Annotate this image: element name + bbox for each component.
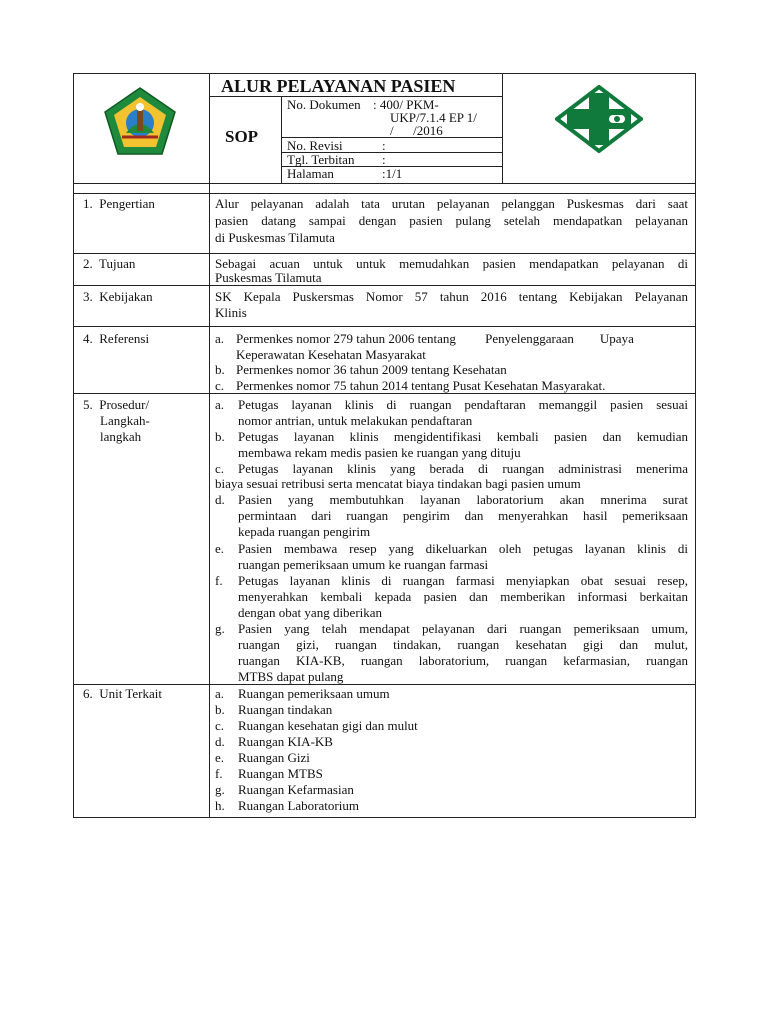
- pengertian-line: pasien datang sampai dengan pasien pulang setelah mendapatkan pelayanan: [215, 213, 688, 228]
- prosedur-line: dengan obat yang diberikan: [238, 605, 383, 620]
- prosedur-line: ruangan gizi, ruangan tindakan, ruangan kesehatan gigi dan mulut,: [238, 637, 688, 652]
- prosedur-line: Pasien yang membutuhkan layanan laboratorium akan mnerima surat: [238, 492, 688, 507]
- unit-marker: g.: [215, 782, 225, 797]
- prosedur-line: membawa rekam medis pasien ke ruangan yang dituju: [238, 445, 521, 460]
- prosedur-line: Pasien yang telah mendapat pelayanan dari ruangan pemeriksaan umum,: [238, 621, 688, 636]
- referensi-line: Keperawatan Kesehatan Masyarakat: [236, 347, 426, 362]
- header-top-border: [73, 73, 696, 74]
- unit-item: Ruangan kesehatan gigi dan mulut: [238, 718, 418, 733]
- row-divider-1: [73, 253, 696, 254]
- kebijakan-label: 3. Kebijakan: [83, 289, 153, 304]
- prosedur-line: Petugas layanan klinis mengidentifikasi kembali pasien dan kemudian: [238, 429, 688, 444]
- no-dokumen-value: : 400/ PKM-: [373, 97, 439, 112]
- tujuan-line: Puskesmas Tilamuta: [215, 270, 322, 285]
- tgl-terbitan-label: Tgl. Terbitan: [287, 152, 355, 167]
- kebijakan-line: SK Kepala Puskersmas Nomor 57 tahun 2016 tentang Kebijakan Pelayanan: [215, 289, 688, 304]
- referensi-line: Permenkes nomor 75 tahun 2014 tentang Pusat Kesehatan Masyarakat.: [236, 378, 606, 393]
- header-right-border: [695, 73, 696, 818]
- unit-marker: d.: [215, 734, 225, 749]
- row-divider-2: [73, 285, 696, 286]
- tgl-terbitan-value: :: [382, 152, 386, 167]
- sop-divider: [281, 96, 282, 183]
- prosedur-line: ruangan KIA-KB, ruangan laboratorium, ruangan kefarmasian, ruangan: [238, 653, 688, 668]
- no-dokumen-value-2: UKP/7.1.4 EP 1/: [390, 110, 477, 125]
- unit-terkait-label: 6. Unit Terkait: [83, 686, 163, 701]
- prosedur-label: langkah: [100, 429, 142, 444]
- header-col-divider-1: [209, 73, 210, 818]
- header-left-border: [73, 73, 74, 818]
- pengertian-label: 1. Pengertian: [83, 196, 155, 211]
- unit-item: Ruangan Laboratorium: [238, 798, 359, 813]
- halaman-label: Halaman: [287, 166, 334, 181]
- puskesmas-cross-logo: [555, 85, 643, 153]
- prosedur-marker: c.: [215, 461, 225, 476]
- prosedur-line: menyerahkan kembali kepada pasien dan memberikan informasi berkaitan: [238, 589, 688, 604]
- unit-marker: c.: [215, 718, 225, 733]
- header-bottom-border: [73, 183, 696, 184]
- tujuan-label: 2. Tujuan: [83, 256, 136, 271]
- no-revisi-value: :: [382, 138, 386, 153]
- prosedur-label: 5. Prosedur/: [83, 397, 150, 412]
- sop-label: SOP: [225, 127, 259, 146]
- prosedur-line: Petugas layanan klinis di ruangan farmasi menyiapkan obat sesuai resep,: [238, 573, 688, 588]
- referensi-line: Permenkes nomor 36 tahun 2009 tentang Kesehatan: [236, 362, 507, 377]
- unit-item: Ruangan tindakan: [238, 702, 333, 717]
- body-bottom-border: [73, 817, 696, 818]
- prosedur-line: ruangan pemeriksaan umum ke ruangan farmasi: [238, 557, 489, 572]
- unit-item: Ruangan Gizi: [238, 750, 310, 765]
- tujuan-line: Sebagai acuan untuk untuk memudahkan pasien mendapatkan pelayanan di: [215, 256, 688, 271]
- referensi-line: Permenkes nomor 279 tahun 2006 tentang Penyelenggaraan Upaya: [236, 331, 634, 346]
- unit-item: Ruangan MTBS: [238, 766, 323, 781]
- unit-marker: a.: [215, 686, 225, 701]
- referensi-marker: b.: [215, 362, 225, 377]
- halaman-value: :1/1: [382, 166, 403, 181]
- no-revisi-label: No. Revisi: [287, 138, 343, 153]
- no-dokumen-label: No. Dokumen: [287, 97, 361, 112]
- unit-marker: e.: [215, 750, 225, 765]
- prosedur-line: Petugas layanan klinis yang berada di ruangan administrasi menerima: [238, 461, 688, 476]
- prosedur-marker: e.: [215, 541, 225, 556]
- row-divider-3: [73, 326, 696, 327]
- document-title: ALUR PELAYANAN PASIEN: [221, 76, 456, 96]
- prosedur-line: kepada ruangan pengirim: [238, 524, 371, 539]
- prosedur-line: Petugas layanan klinis di ruangan pendaftaran memanggil pasien sesuai: [238, 397, 688, 412]
- prosedur-line: biaya sesuai retribusi serta mencatat biaya tindakan bagi pasien umum: [215, 476, 581, 491]
- pengertian-line: Alur pelayanan adalah tata urutan pelayanan pelanggan Puskesmas dari saat: [215, 196, 688, 211]
- unit-item: Ruangan KIA-KB: [238, 734, 333, 749]
- prosedur-line: Pasien membawa resep yang dikeluarkan oleh petugas layanan klinis di: [238, 541, 688, 556]
- pengertian-line: di Puskesmas Tilamuta: [215, 230, 335, 245]
- prosedur-marker: d.: [215, 492, 225, 507]
- prosedur-line: MTBS dapat pulang: [238, 669, 344, 684]
- prosedur-line: nomor antrian, untuk melakukan pendaftaran: [238, 413, 473, 428]
- no-dokumen-value-3: / /2016: [390, 123, 443, 138]
- prosedur-marker: b.: [215, 429, 225, 444]
- unit-item: Ruangan Kefarmasian: [238, 782, 354, 797]
- prosedur-line: permintaan dari ruangan pengirim dan menyerahkan hasil pemeriksaan: [238, 508, 688, 523]
- referensi-label: 4. Referensi: [83, 331, 150, 346]
- unit-marker: b.: [215, 702, 225, 717]
- row-divider-5: [73, 684, 696, 685]
- body-top-border: [73, 193, 696, 194]
- header-col-divider-2: [502, 73, 503, 183]
- referensi-marker: a.: [215, 331, 225, 346]
- prosedur-marker: a.: [215, 397, 225, 412]
- prosedur-label: Langkah-: [100, 413, 150, 428]
- regency-emblem-logo: [102, 85, 178, 157]
- unit-marker: h.: [215, 798, 225, 813]
- kebijakan-line: Klinis: [215, 305, 247, 320]
- unit-marker: f.: [215, 766, 223, 781]
- unit-item: Ruangan pemeriksaan umum: [238, 686, 390, 701]
- prosedur-marker: g.: [215, 621, 225, 636]
- prosedur-marker: f.: [215, 573, 223, 588]
- referensi-marker: c.: [215, 378, 225, 393]
